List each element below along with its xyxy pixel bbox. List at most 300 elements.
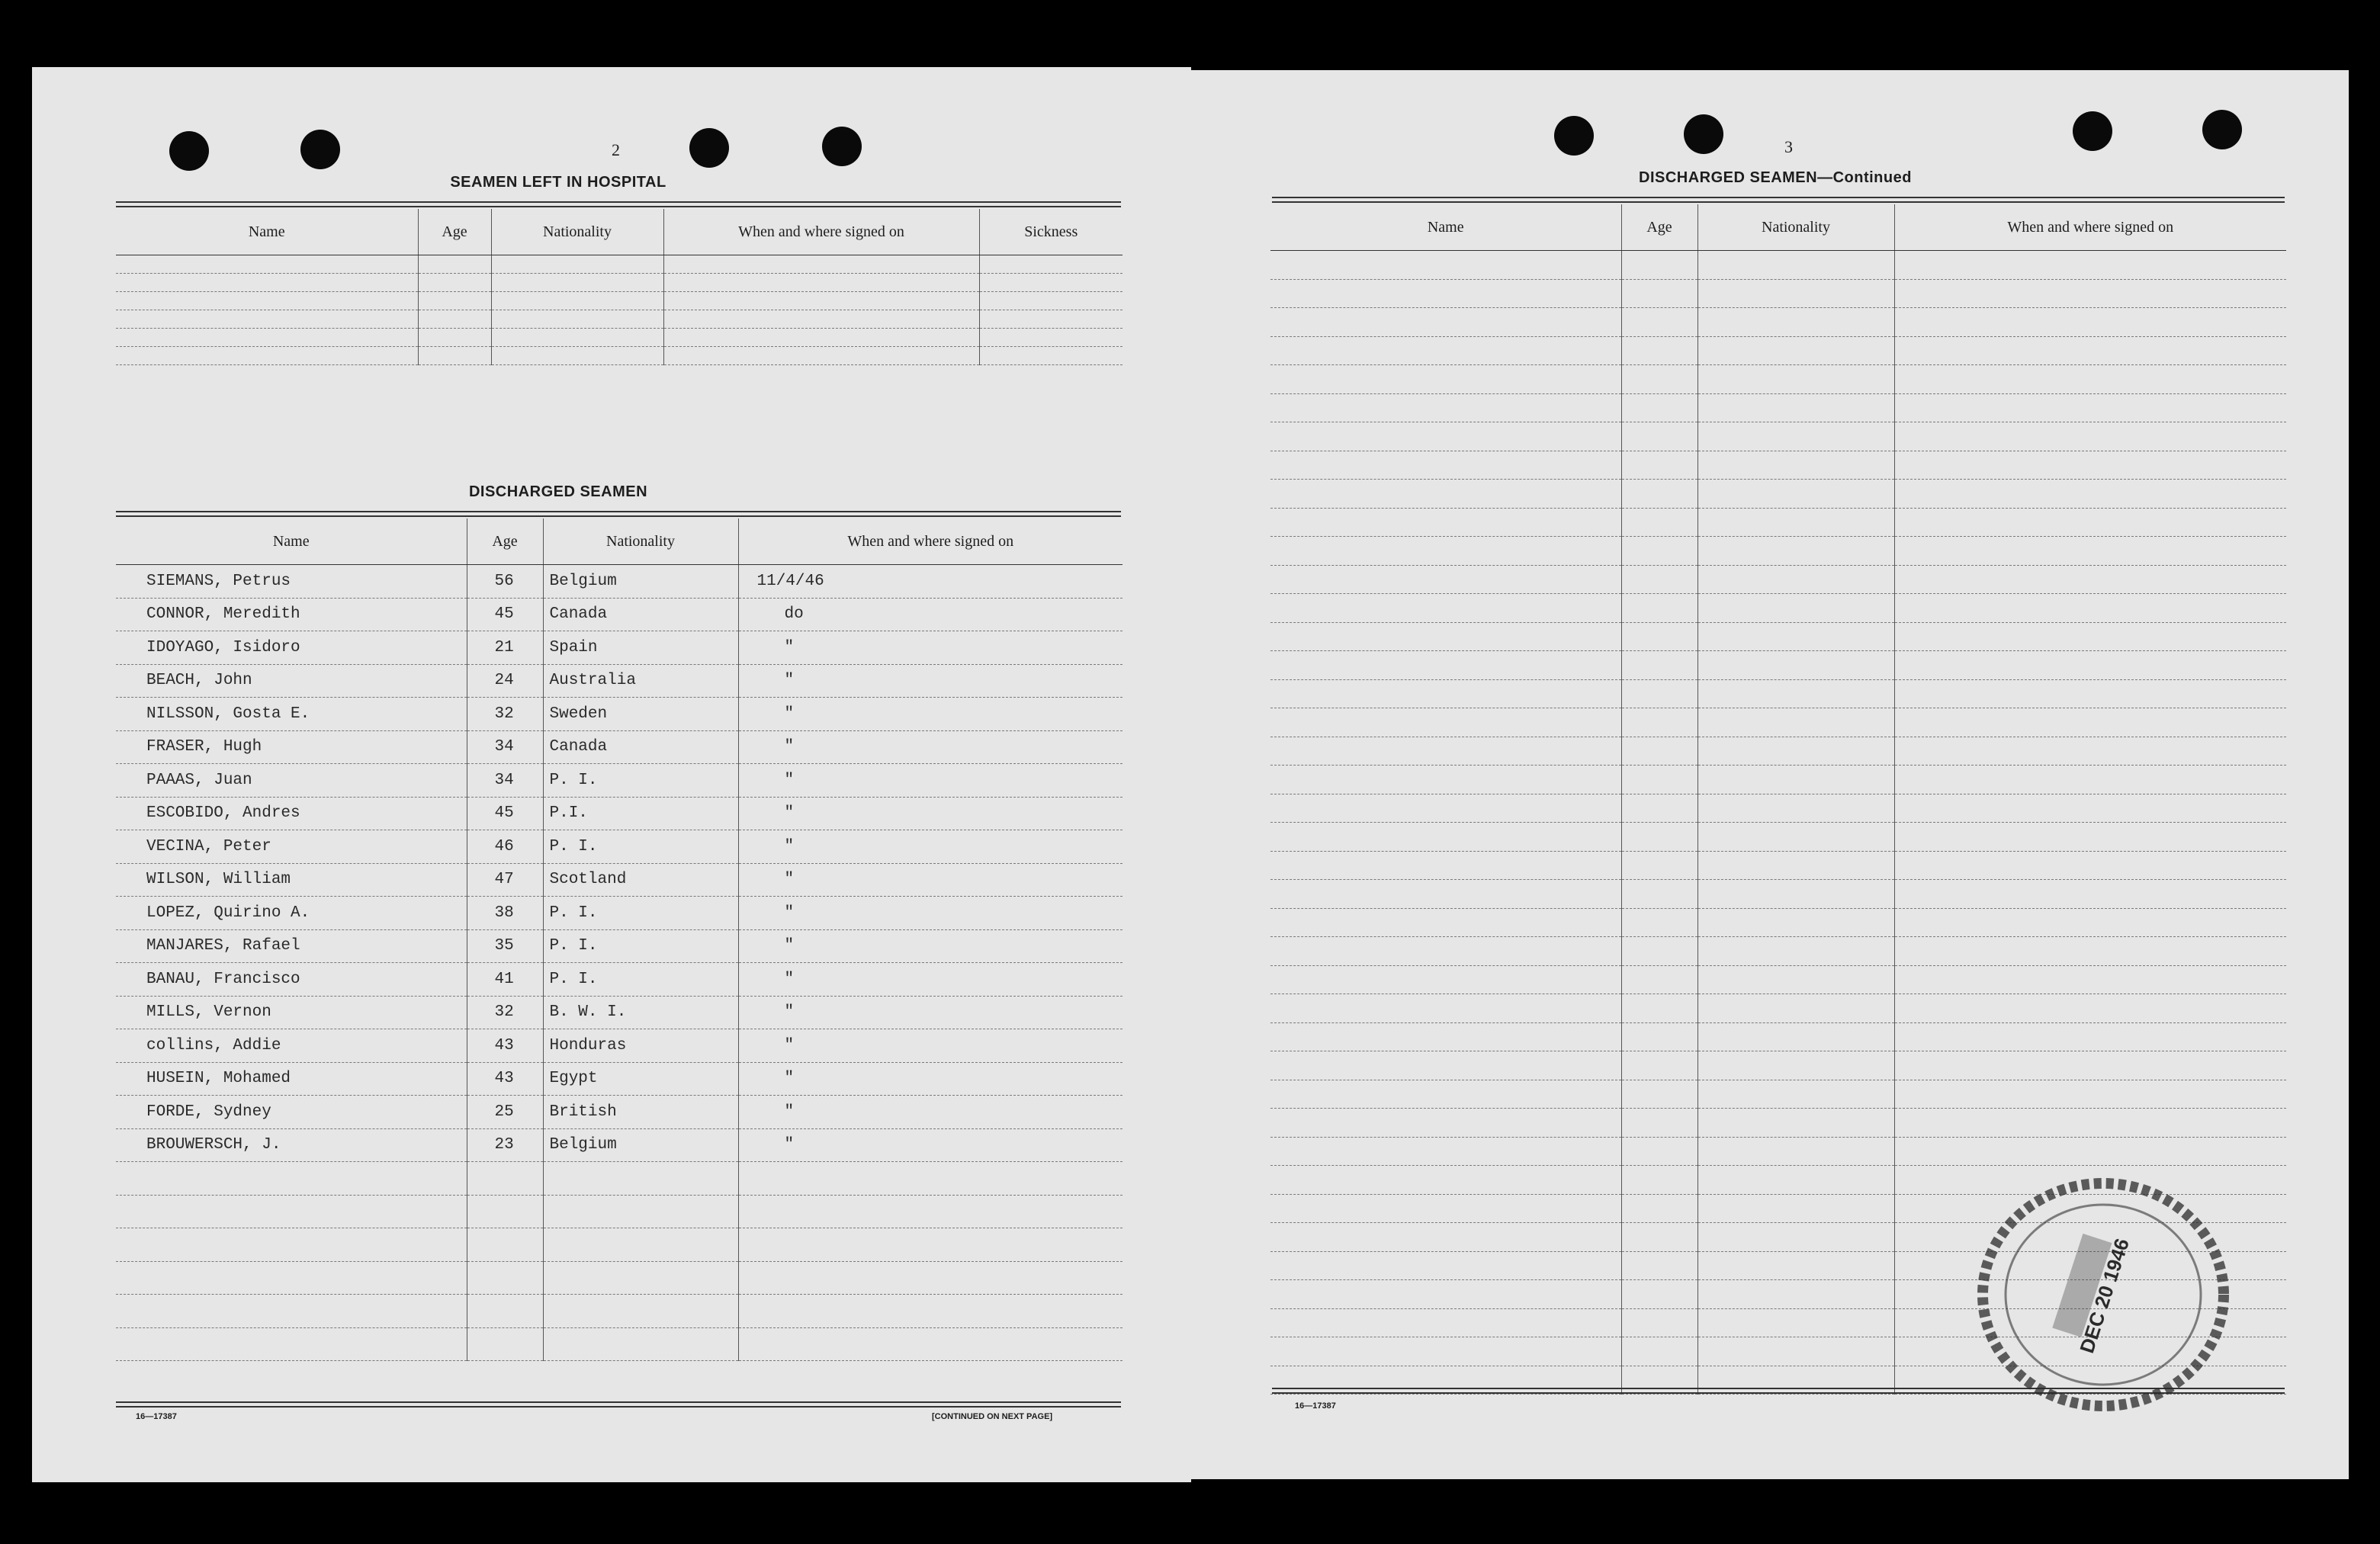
blank-cell	[1621, 365, 1697, 394]
blank-row	[1270, 480, 2286, 509]
blank-cell	[1697, 994, 1894, 1023]
blank-cell	[1621, 1109, 1697, 1138]
blank-cell	[1697, 1223, 1894, 1252]
seaman-signed-on: "	[738, 698, 1123, 731]
seaman-age	[467, 1261, 543, 1295]
table-row	[116, 996, 1123, 1029]
blank-cell	[1621, 851, 1697, 880]
seaman-signed-on: "	[738, 1029, 1123, 1063]
blank-cell	[1894, 594, 2286, 623]
seaman-age	[467, 1228, 543, 1262]
blank-cell	[663, 310, 979, 329]
blank-cell	[1697, 251, 1894, 280]
blank-cell	[1697, 823, 1894, 852]
blank-cell	[1697, 1022, 1894, 1051]
blank-cell	[1697, 851, 1894, 880]
blank-cell	[1894, 422, 2286, 451]
blank-cell	[1270, 794, 1621, 823]
blank-cell	[1697, 880, 1894, 909]
blank-cell	[1270, 823, 1621, 852]
blank-cell	[1621, 994, 1697, 1023]
seaman-name: BROUWERSCH, J.	[116, 1128, 467, 1162]
seaman-name: MILLS, Vernon	[116, 996, 467, 1029]
discharged-table	[116, 518, 1123, 1361]
blank-cell	[1270, 1194, 1621, 1223]
seaman-signed-on	[738, 1327, 1123, 1361]
blank-cell	[1270, 393, 1621, 422]
seaman-name	[116, 1261, 467, 1295]
hospital-section-title: SEAMEN LEFT IN HOSPITAL	[450, 174, 666, 191]
blank-row	[1270, 1080, 2286, 1109]
seaman-age: 32	[467, 698, 543, 731]
blank-cell	[1270, 1022, 1621, 1051]
blank-cell	[1270, 1109, 1621, 1138]
column-header-age: Age	[1621, 204, 1697, 251]
seaman-nationality: Honduras	[543, 1029, 738, 1063]
seaman-signed-on: "	[738, 730, 1123, 764]
blank-cell	[1894, 336, 2286, 365]
blank-cell	[491, 292, 663, 310]
seaman-nationality: Canada	[543, 598, 738, 631]
seaman-nationality	[543, 1295, 738, 1328]
table-row	[116, 730, 1123, 764]
blank-cell	[1894, 308, 2286, 337]
blank-cell	[1697, 737, 1894, 766]
blank-cell	[491, 310, 663, 329]
blank-cell	[979, 347, 1123, 365]
table-row	[116, 565, 1123, 599]
blank-cell	[1621, 622, 1697, 651]
seaman-name: HUSEIN, Mohamed	[116, 1062, 467, 1096]
blank-row	[1270, 251, 2286, 280]
seaman-signed-on	[738, 1261, 1123, 1295]
seaman-age	[467, 1327, 543, 1361]
seaman-age	[467, 1195, 543, 1228]
blank-cell	[1270, 565, 1621, 594]
blank-cell	[979, 329, 1123, 347]
blank-row	[1270, 308, 2286, 337]
seaman-signed-on: "	[738, 631, 1123, 665]
column-header-signed-on: When and where signed on	[1894, 204, 2286, 251]
blank-cell	[1621, 937, 1697, 966]
seaman-signed-on: "	[738, 764, 1123, 798]
blank-cell	[1697, 937, 1894, 966]
blank-cell	[1894, 365, 2286, 394]
seaman-name: PAAAS, Juan	[116, 764, 467, 798]
seaman-age	[467, 1295, 543, 1328]
blank-cell	[1621, 251, 1697, 280]
blank-row	[1270, 908, 2286, 937]
blank-cell	[979, 292, 1123, 310]
seaman-age: 45	[467, 598, 543, 631]
blank-cell	[1270, 908, 1621, 937]
column-header-nationality: Nationality	[491, 209, 663, 255]
blank-cell	[1894, 1022, 2286, 1051]
blank-cell	[116, 329, 418, 347]
blank-row	[116, 274, 1123, 292]
blank-cell	[116, 274, 418, 292]
blank-row	[1270, 508, 2286, 537]
table-row	[116, 929, 1123, 963]
blank-cell	[1894, 880, 2286, 909]
punch-hole	[2202, 110, 2242, 149]
blank-cell	[1621, 308, 1697, 337]
seaman-nationality	[543, 1195, 738, 1228]
seaman-nationality	[543, 1327, 738, 1361]
column-header-nationality: Nationality	[543, 518, 738, 565]
blank-row	[1270, 1022, 2286, 1051]
blank-cell	[663, 255, 979, 274]
continued-note: [CONTINUED ON NEXT PAGE]	[932, 1412, 1053, 1421]
blank-cell	[1270, 679, 1621, 708]
customs-stamp	[1972, 1173, 2234, 1417]
blank-cell	[1621, 1166, 1697, 1195]
seaman-age: 25	[467, 1096, 543, 1129]
blank-cell	[1270, 708, 1621, 737]
seaman-nationality: P. I.	[543, 764, 738, 798]
punch-hole	[2073, 111, 2112, 151]
blank-cell	[1697, 1051, 1894, 1080]
blank-cell	[418, 292, 491, 310]
blank-cell	[1697, 1080, 1894, 1109]
blank-cell	[1270, 994, 1621, 1023]
blank-cell	[1894, 965, 2286, 994]
double-rule	[116, 1401, 1121, 1408]
blank-row	[1270, 365, 2286, 394]
seaman-age: 47	[467, 863, 543, 897]
column-header-name: Name	[1270, 204, 1621, 251]
left-page	[32, 67, 1191, 1482]
table-row	[116, 664, 1123, 698]
seaman-signed-on: 11/4/46	[738, 565, 1123, 599]
table-row	[116, 797, 1123, 830]
blank-cell	[1621, 1280, 1697, 1309]
blank-cell	[1270, 365, 1621, 394]
blank-cell	[1270, 622, 1621, 651]
seaman-nationality	[543, 1162, 738, 1196]
column-header-sickness: Sickness	[979, 209, 1123, 255]
blank-cell	[1697, 651, 1894, 680]
hospital-table	[116, 209, 1123, 365]
seaman-name	[116, 1327, 467, 1361]
discharged-section-title: DISCHARGED SEAMEN	[468, 483, 648, 500]
seaman-nationality: British	[543, 1096, 738, 1129]
blank-cell	[1621, 679, 1697, 708]
blank-cell	[1697, 1137, 1894, 1166]
seaman-name	[116, 1195, 467, 1228]
seaman-signed-on	[738, 1195, 1123, 1228]
blank-row	[1270, 393, 2286, 422]
blank-row	[1270, 880, 2286, 909]
double-rule	[116, 201, 1121, 207]
table-row	[116, 764, 1123, 798]
blank-row	[1270, 279, 2286, 308]
blank-cell	[1270, 1166, 1621, 1195]
blank-row	[1270, 422, 2286, 451]
seaman-name: NILSSON, Gosta E.	[116, 698, 467, 731]
blank-cell	[1621, 1251, 1697, 1280]
blank-cell	[663, 274, 979, 292]
blank-cell	[1697, 336, 1894, 365]
table-row	[116, 1295, 1123, 1328]
blank-cell	[1621, 1137, 1697, 1166]
blank-cell	[1621, 1194, 1697, 1223]
seaman-age: 41	[467, 963, 543, 997]
seaman-age: 43	[467, 1062, 543, 1096]
table-row	[116, 830, 1123, 864]
blank-cell	[418, 310, 491, 329]
seaman-signed-on	[738, 1162, 1123, 1196]
column-header-name: Name	[116, 518, 467, 565]
blank-cell	[1894, 1080, 2286, 1109]
table-row	[116, 863, 1123, 897]
blank-cell	[1621, 1022, 1697, 1051]
blank-cell	[116, 310, 418, 329]
seaman-age: 38	[467, 897, 543, 930]
blank-cell	[1697, 1337, 1894, 1366]
blank-cell	[1894, 794, 2286, 823]
column-header-signed-on: When and where signed on	[663, 209, 979, 255]
blank-cell	[1697, 1251, 1894, 1280]
seaman-signed-on: "	[738, 963, 1123, 997]
table-row	[116, 1128, 1123, 1162]
blank-cell	[1894, 565, 2286, 594]
blank-cell	[1270, 594, 1621, 623]
blank-row	[1270, 737, 2286, 766]
blank-cell	[1621, 965, 1697, 994]
blank-cell	[1270, 1308, 1621, 1337]
blank-cell	[1621, 480, 1697, 509]
blank-cell	[1270, 1137, 1621, 1166]
blank-cell	[1621, 1223, 1697, 1252]
blank-cell	[1270, 1280, 1621, 1309]
blank-cell	[1894, 994, 2286, 1023]
blank-cell	[1697, 708, 1894, 737]
blank-cell	[491, 274, 663, 292]
seaman-signed-on: "	[738, 797, 1123, 830]
seaman-name: collins, Addie	[116, 1029, 467, 1063]
blank-cell	[418, 347, 491, 365]
seaman-signed-on	[738, 1228, 1123, 1262]
seaman-age: 43	[467, 1029, 543, 1063]
blank-cell	[1697, 766, 1894, 794]
form-number: 16—17387	[136, 1412, 177, 1421]
seaman-age	[467, 1162, 543, 1196]
blank-cell	[1621, 537, 1697, 566]
blank-cell	[1270, 965, 1621, 994]
blank-cell	[418, 329, 491, 347]
seaman-nationality: Australia	[543, 664, 738, 698]
blank-cell	[1621, 508, 1697, 537]
blank-cell	[1894, 737, 2286, 766]
table-row	[116, 1062, 1123, 1096]
blank-cell	[1894, 393, 2286, 422]
blank-cell	[1621, 737, 1697, 766]
blank-cell	[1697, 1109, 1894, 1138]
blank-row	[1270, 651, 2286, 680]
blank-cell	[1270, 251, 1621, 280]
blank-cell	[418, 255, 491, 274]
blank-cell	[1697, 537, 1894, 566]
seaman-name: SIEMANS, Petrus	[116, 565, 467, 599]
seaman-age: 45	[467, 797, 543, 830]
column-header-name: Name	[116, 209, 418, 255]
blank-cell	[663, 347, 979, 365]
column-header-nationality: Nationality	[1697, 204, 1894, 251]
seaman-age: 46	[467, 830, 543, 864]
blank-cell	[1894, 480, 2286, 509]
blank-cell	[1894, 451, 2286, 480]
seaman-age: 23	[467, 1128, 543, 1162]
blank-cell	[1894, 622, 2286, 651]
table-row	[116, 963, 1123, 997]
blank-cell	[1621, 1051, 1697, 1080]
blank-cell	[1894, 823, 2286, 852]
blank-cell	[1894, 1109, 2286, 1138]
blank-cell	[1697, 393, 1894, 422]
seaman-name: MANJARES, Rafael	[116, 929, 467, 963]
seaman-name	[116, 1295, 467, 1328]
blank-row	[1270, 1109, 2286, 1138]
blank-cell	[1621, 279, 1697, 308]
seaman-signed-on: "	[738, 929, 1123, 963]
blank-cell	[1621, 393, 1697, 422]
seaman-nationality	[543, 1261, 738, 1295]
blank-cell	[1270, 422, 1621, 451]
punch-hole	[1684, 114, 1723, 154]
blank-cell	[979, 310, 1123, 329]
blank-cell	[1270, 537, 1621, 566]
blank-cell	[1270, 1051, 1621, 1080]
form-number: 16—17387	[1295, 1401, 1336, 1411]
column-header-age: Age	[467, 518, 543, 565]
blank-cell	[116, 292, 418, 310]
seaman-name: LOPEZ, Quirino A.	[116, 897, 467, 930]
blank-cell	[1697, 594, 1894, 623]
table-row	[116, 598, 1123, 631]
blank-cell	[1697, 508, 1894, 537]
blank-row	[1270, 708, 2286, 737]
blank-cell	[1270, 937, 1621, 966]
double-rule	[116, 511, 1121, 517]
table-row	[116, 1162, 1123, 1196]
column-header-signed-on: When and where signed on	[738, 518, 1123, 565]
table-row	[116, 1096, 1123, 1129]
seaman-signed-on: "	[738, 830, 1123, 864]
seaman-signed-on: "	[738, 1096, 1123, 1129]
blank-cell	[1270, 851, 1621, 880]
blank-cell	[1621, 708, 1697, 737]
blank-cell	[1270, 508, 1621, 537]
blank-cell	[1697, 1308, 1894, 1337]
blank-cell	[663, 329, 979, 347]
seaman-nationality: Spain	[543, 631, 738, 665]
blank-cell	[1697, 451, 1894, 480]
blank-cell	[1697, 279, 1894, 308]
blank-cell	[1270, 880, 1621, 909]
seaman-nationality: Canada	[543, 730, 738, 764]
blank-row	[1270, 994, 2286, 1023]
blank-cell	[1621, 565, 1697, 594]
blank-cell	[1894, 679, 2286, 708]
table-row	[116, 1029, 1123, 1063]
seaman-name	[116, 1228, 467, 1262]
blank-row	[1270, 1137, 2286, 1166]
blank-cell	[979, 274, 1123, 292]
blank-cell	[1621, 451, 1697, 480]
blank-row	[1270, 622, 2286, 651]
seaman-name: FRASER, Hugh	[116, 730, 467, 764]
blank-cell	[1621, 594, 1697, 623]
seaman-name: BEACH, John	[116, 664, 467, 698]
blank-cell	[1621, 651, 1697, 680]
blank-row	[1270, 965, 2286, 994]
seaman-nationality: P. I.	[543, 897, 738, 930]
seaman-nationality: Scotland	[543, 863, 738, 897]
table-row	[116, 1261, 1123, 1295]
seaman-nationality: P. I.	[543, 830, 738, 864]
blank-cell	[1697, 308, 1894, 337]
seaman-signed-on: "	[738, 996, 1123, 1029]
blank-cell	[1621, 794, 1697, 823]
blank-cell	[1621, 1337, 1697, 1366]
blank-cell	[1894, 851, 2286, 880]
seaman-nationality: P. I.	[543, 929, 738, 963]
blank-cell	[979, 255, 1123, 274]
blank-cell	[1894, 651, 2286, 680]
table-row	[116, 1195, 1123, 1228]
blank-row	[116, 310, 1123, 329]
blank-row	[116, 347, 1123, 365]
seaman-name: CONNOR, Meredith	[116, 598, 467, 631]
seaman-nationality: Belgium	[543, 1128, 738, 1162]
seaman-signed-on: "	[738, 1128, 1123, 1162]
seaman-signed-on: "	[738, 664, 1123, 698]
blank-cell	[1621, 766, 1697, 794]
blank-row	[1270, 766, 2286, 794]
table-row	[116, 1228, 1123, 1262]
page-number: 3	[1784, 137, 1793, 156]
blank-cell	[1894, 1137, 2286, 1166]
blank-cell	[1621, 908, 1697, 937]
blank-row	[1270, 937, 2286, 966]
punch-hole	[169, 131, 209, 171]
seaman-signed-on	[738, 1295, 1123, 1328]
blank-cell	[491, 347, 663, 365]
punch-hole	[1554, 116, 1594, 156]
blank-cell	[1621, 823, 1697, 852]
blank-row	[1270, 851, 2286, 880]
blank-row	[1270, 1051, 2286, 1080]
blank-cell	[1621, 1080, 1697, 1109]
double-rule	[1272, 197, 2285, 203]
seaman-nationality: P. I.	[543, 963, 738, 997]
blank-row	[1270, 594, 2286, 623]
blank-row	[1270, 451, 2286, 480]
blank-cell	[1270, 1337, 1621, 1366]
seaman-name: BANAU, Francisco	[116, 963, 467, 997]
blank-cell	[1270, 336, 1621, 365]
seaman-name	[116, 1162, 467, 1196]
blank-cell	[663, 292, 979, 310]
blank-row	[1270, 565, 2286, 594]
blank-cell	[491, 255, 663, 274]
blank-cell	[1894, 537, 2286, 566]
blank-cell	[116, 347, 418, 365]
blank-cell	[1697, 1166, 1894, 1195]
blank-cell	[1894, 937, 2286, 966]
seaman-name: IDOYAGO, Isidoro	[116, 631, 467, 665]
